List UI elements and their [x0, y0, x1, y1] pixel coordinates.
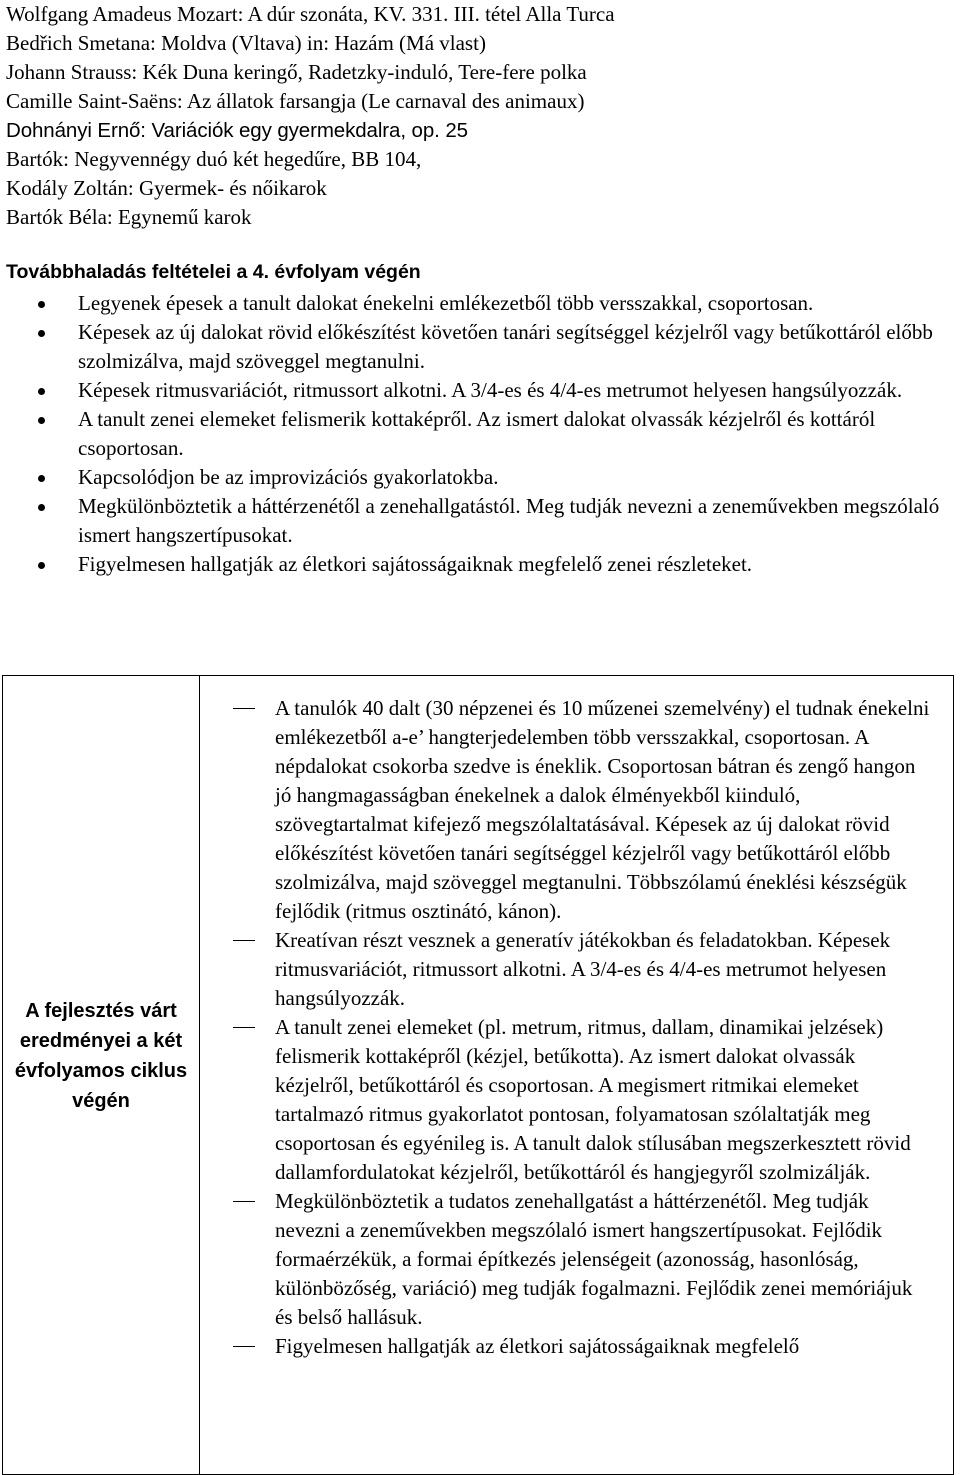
progress-heading: Továbbhaladás feltételei a 4. évfolyam végén [6, 261, 421, 283]
condition-item [0, 405, 960, 463]
work-item: Camille Saint-Saëns: Az állatok farsangja (Le carnaval des animaux) [6, 89, 585, 113]
dash-bullet-icon [233, 1201, 255, 1202]
dash-bullet-icon [233, 708, 255, 709]
condition-item [0, 463, 960, 492]
bullet-icon [38, 301, 45, 308]
outcome-text: A tanult zenei elemeket (pl. metrum, ritmus, dallam, dinamikai jelzések) felismerik kottaképről (kézjel, betűkotta). Az ismert dalokat olvassák kézjelről, betűkottáról és csoportosan. A megismert ritmikai elemeket tartalmazó ritmus gyakorlatot pontosan, folyamatosan szólaltatják meg csoportosan és egyénileg is. A tanult dalok stílusában megszerkesztett rövid dallamfordulatokat kézjelről, betűkottáról és hangjegyről szolmizálják. [275, 1015, 911, 1184]
condition-text: Legyenek épesek a tanult dalokat énekelni emlékezetből több versszakkal, csoportosan. [78, 291, 814, 315]
work-item: Johann Strauss: Kék Duna keringő, Radetzky-induló, Tere-fere polka [6, 60, 587, 84]
condition-item [0, 289, 960, 318]
outcome-item [199, 926, 953, 1013]
condition-text: A tanult zenei elemeket felismerik kottaképről. Az ismert dalokat olvassák kézjelről és kottáról csoportosan. [78, 407, 876, 460]
condition-item [0, 376, 960, 405]
outcome-text: A tanulók 40 dalt (30 népzenei és 10 műzenei szemelvény) el tudnak énekelni emlékezetből a-e’ hangterjedelemben több versszakkal, csoportosan. A népdalokat csokorba szedve is éneklik. Csoportosan bátran és zengő hangon jó hangmagasságban énekelnek a dalok élményekből kiinduló, szövegtartalmat kifejező megszólaltatásával. Képesek az új dalokat rövid előkészítést követően tanári segítséggel kézjelről vagy betűkottáról előbb szolmizálva, majd szöveggel megtanulni. Többszólamú éneklési készségük fejlődik (ritmus osztinátó, kánon). [275, 696, 930, 923]
outcome-text: Kreatívan részt vesznek a generatív játékokban és feladatokban. Képesek ritmusvariációt, ritmussort alkotni. A 3/4-es és 4/4-es metrumot helyesen hangsúlyozzák. [275, 928, 891, 1010]
work-item: Bartók Béla: Egynemű karok [6, 205, 252, 229]
work-item: Wolfgang Amadeus Mozart: A dúr szonáta, KV. 331. III. tétel Alla Turca [6, 2, 615, 26]
bullet-icon [38, 475, 45, 482]
condition-text: Képesek ritmusvariációt, ritmussort alkotni. A 3/4-es és 4/4-es metrumot helyesen hangsúlyozzák. [78, 378, 903, 402]
dash-bullet-icon [233, 1027, 255, 1028]
table-row-label: A fejlesztés várt eredményei a két évfolyamos ciklus végén [14, 1000, 188, 1112]
condition-text: Képesek az új dalokat rövid előkészítést követően tanári segítséggel kézjelről vagy betűkottáról előbb szolmizálva, majd szöveggel megtanulni. [78, 320, 933, 373]
outcome-item [199, 1187, 953, 1332]
work-item: Bedřich Smetana: Moldva (Vltava) in: Hazám (Má vlast) [6, 31, 486, 55]
outcome-item [199, 694, 953, 926]
dash-bullet-icon [233, 940, 255, 941]
music-works-list [6, 0, 956, 232]
condition-text: Figyelmesen hallgatják az életkori sajátosságaiknak megfelelő zenei részleteket. [78, 552, 753, 576]
condition-text: Kapcsolódjon be az improvizációs gyakorlatokba. [78, 465, 499, 489]
outcome-item [199, 1332, 953, 1361]
outcomes-list [199, 694, 953, 1361]
condition-item [0, 318, 960, 376]
bullet-icon [38, 330, 45, 337]
bullet-icon [38, 504, 45, 511]
dash-bullet-icon [233, 1346, 255, 1347]
bullet-icon [38, 417, 45, 424]
condition-item [0, 550, 960, 579]
outcome-item [199, 1013, 953, 1187]
bullet-icon [38, 388, 45, 395]
outcome-text: Megkülönböztetik a tudatos zenehallgatást a háttérzenétől. Meg tudják nevezni a zeneművekben megszólaló ismert hangszertípusokat. Fejlődik formaérzékük, a formai építkezés jelenségeit (azonosság, hasonlóság, különbözőség, variáció) meg tudják fogalmazni. Fejlődik zenei memóriájuk és belső hallásuk. [275, 1189, 913, 1329]
work-item: Bartók: Negyvennégy duó két hegedűre, BB 104, [6, 147, 422, 171]
outcome-text: Figyelmesen hallgatják az életkori sajátosságaiknak megfelelő [275, 1334, 800, 1358]
work-item: Dohnányi Ernő: Variációk egy gyermekdalra, op. 25 [6, 119, 468, 142]
condition-item [0, 492, 960, 550]
bullet-icon [38, 562, 45, 569]
outcomes-table [2, 675, 954, 1475]
conditions-list [0, 289, 960, 579]
condition-text: Megkülönböztetik a háttérzenétől a zenehallgatástól. Meg tudják nevezni a zeneművekben megszólaló ismert hangszertípusokat. [78, 494, 940, 547]
work-item: Kodály Zoltán: Gyermek- és nőikarok [6, 176, 327, 200]
